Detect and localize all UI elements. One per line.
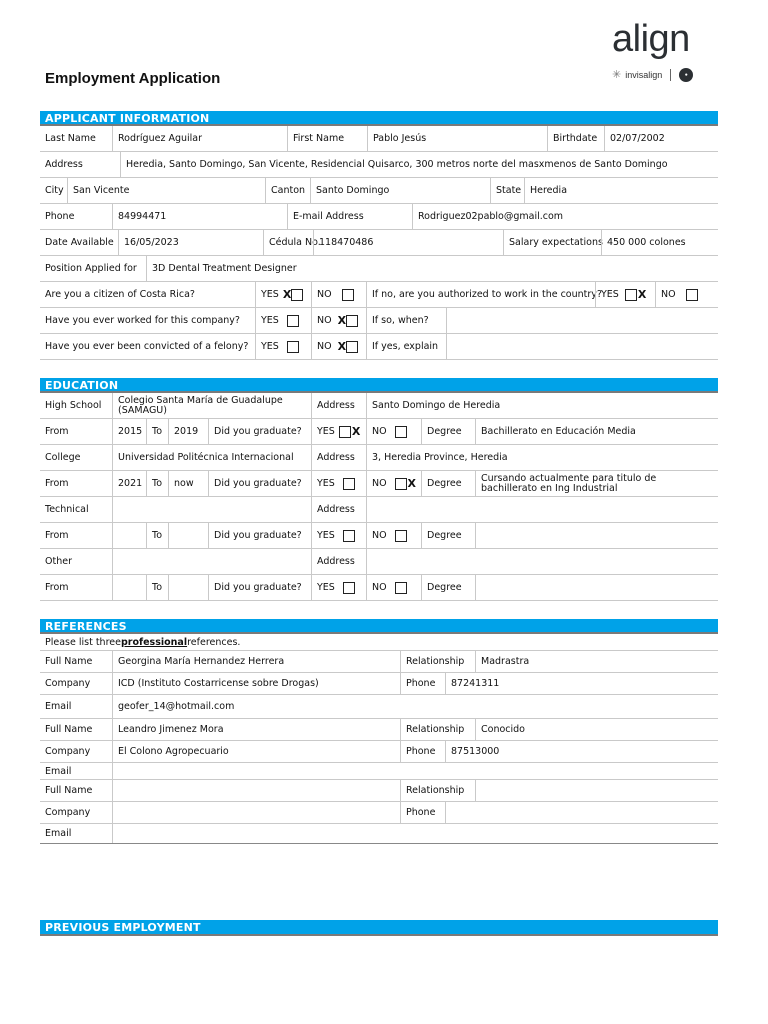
no-label: NO <box>372 530 387 541</box>
x-mark: X <box>337 314 347 327</box>
state-label: State <box>490 178 524 203</box>
no-label: NO <box>317 289 332 300</box>
citizen-no-checkbox[interactable] <box>342 289 354 301</box>
from-label: From <box>45 582 69 593</box>
worked-when-field[interactable] <box>446 308 718 333</box>
college-dates-row <box>40 471 718 497</box>
yes-label: YES <box>601 289 619 300</box>
ref2-relationship-field[interactable]: Conocido <box>475 719 718 740</box>
college-row <box>40 445 718 471</box>
city-field[interactable]: San Vicente <box>67 178 265 203</box>
felony-explain-label: If yes, explain <box>366 334 446 359</box>
canton-field[interactable]: Santo Domingo <box>310 178 490 203</box>
x-mark: X <box>407 477 416 490</box>
position-field[interactable]: 3D Dental Treatment Designer <box>146 256 718 281</box>
technical-label: Technical <box>45 504 89 515</box>
citizen-yes-checkbox[interactable] <box>291 289 303 301</box>
email-label: Email <box>45 828 72 839</box>
yes-label: YES <box>261 341 279 352</box>
logo-wordmark: align <box>612 18 690 60</box>
from-label: From <box>45 478 69 489</box>
technical-grad-no-checkbox[interactable] <box>395 530 407 542</box>
college-address-label: Address <box>311 445 366 470</box>
felony-explain-field[interactable] <box>446 334 718 359</box>
canton-label: Canton <box>265 178 310 203</box>
worked-row <box>40 308 718 334</box>
ref3-email-field[interactable] <box>112 824 718 843</box>
ref2-email-field[interactable] <box>112 763 718 779</box>
technical-grad-yes[interactable] <box>311 523 366 548</box>
full-name-label: Full Name <box>45 785 93 796</box>
address-row <box>40 152 718 178</box>
other-grad-yes-checkbox[interactable] <box>343 582 355 594</box>
from-label: From <box>45 530 69 541</box>
citizen-row <box>40 282 718 308</box>
other-grad-yes[interactable] <box>311 575 366 600</box>
ref2-name-row <box>40 719 718 741</box>
citizen-yes[interactable] <box>255 282 311 307</box>
citizen-question: Are you a citizen of Costa Rica? <box>45 289 195 300</box>
city-row <box>40 178 718 204</box>
other-label: Other <box>45 556 72 567</box>
college-grad-no-checkbox[interactable] <box>395 478 407 490</box>
ref1-email-row <box>40 695 718 719</box>
document-title: Employment Application <box>45 70 221 87</box>
logo-divider <box>670 69 671 81</box>
worked-no-checkbox[interactable] <box>346 315 358 327</box>
ref1-email-field[interactable]: geofer_14@hotmail.com <box>112 695 718 718</box>
felony-no[interactable] <box>311 334 366 359</box>
intro-text: Please list three <box>45 636 121 648</box>
ref3-phone-field[interactable] <box>445 802 718 823</box>
authorized-no-checkbox[interactable] <box>686 289 698 301</box>
references-intro-row <box>40 634 718 651</box>
technical-from-field[interactable] <box>112 523 146 548</box>
birthdate-field[interactable]: 02/07/2002 <box>604 126 718 151</box>
other-address-label: Address <box>311 549 366 574</box>
yes-label: YES <box>317 530 335 541</box>
felony-question: Have you ever been convicted of a felony? <box>45 341 249 352</box>
yes-label: YES <box>317 582 335 593</box>
worked-yes-checkbox[interactable] <box>287 315 299 327</box>
intro-text-end: references. <box>187 636 241 648</box>
college-degree-field[interactable]: Cursando actualmente para titulo de bachillerato en Ing Industrial <box>475 471 718 496</box>
other-field[interactable] <box>112 549 311 574</box>
date-available-label: Date Available <box>45 237 114 248</box>
ref2-company-field[interactable]: El Colono Agropecuario <box>112 741 400 762</box>
company-label: Company <box>45 746 91 757</box>
state-field[interactable]: Heredia <box>524 178 718 203</box>
logo-subline <box>612 68 712 82</box>
other-grad-no-checkbox[interactable] <box>395 582 407 594</box>
graduate-question: Did you graduate? <box>208 419 311 444</box>
technical-field[interactable] <box>112 497 311 522</box>
yes-label: YES <box>261 289 279 300</box>
section-applicant-information: APPLICANT INFORMATION <box>40 111 718 126</box>
last-name-label: Last Name <box>45 133 96 144</box>
graduate-question: Did you graduate? <box>208 471 311 496</box>
hs-grad-no-checkbox[interactable] <box>395 426 407 438</box>
degree-label: Degree <box>421 471 475 496</box>
worked-question: Have you ever worked for this company? <box>45 315 240 326</box>
authorized-question: If no, are you authorized to work in the country? <box>366 282 595 307</box>
high-school-label: High School <box>45 400 102 411</box>
date-available-field[interactable]: 16/05/2023 <box>118 230 263 255</box>
relationship-label: Relationship <box>400 651 475 672</box>
itero-badge-icon: ● <box>679 68 693 82</box>
worked-yes[interactable] <box>255 308 311 333</box>
ref1-company-row <box>40 673 718 695</box>
cedula-field[interactable]: 118470486 <box>313 230 503 255</box>
city-label: City <box>45 185 64 196</box>
other-row <box>40 549 718 575</box>
email-label: E-mail Address <box>287 204 412 229</box>
technical-to-field[interactable] <box>168 523 208 548</box>
section-education: EDUCATION <box>40 378 718 393</box>
hs-address-field[interactable]: Santo Domingo de Heredia <box>366 393 718 418</box>
salary-label: Salary expectations <box>503 230 601 255</box>
college-grad-yes[interactable] <box>311 471 366 496</box>
availability-row <box>40 230 718 256</box>
degree-label: Degree <box>421 419 475 444</box>
technical-row <box>40 497 718 523</box>
ref1-phone-field[interactable]: 87241311 <box>445 673 718 694</box>
ref1-name-field[interactable]: Georgina María Hernandez Herrera <box>112 651 400 672</box>
hs-dates-row <box>40 419 718 445</box>
full-name-label: Full Name <box>45 724 93 735</box>
no-label: NO <box>372 426 387 437</box>
company-label: Company <box>45 678 91 689</box>
degree-label: Degree <box>421 575 475 600</box>
hs-grad-yes-checkbox[interactable] <box>339 426 351 438</box>
worked-when-label: If so, when? <box>366 308 446 333</box>
technical-degree-field[interactable] <box>475 523 718 548</box>
technical-dates-row <box>40 523 718 549</box>
invisalign-wordmark: invisalign <box>625 70 663 80</box>
technical-grad-no[interactable] <box>366 523 421 548</box>
other-degree-field[interactable] <box>475 575 718 600</box>
other-dates-row <box>40 575 718 601</box>
page-gap <box>40 844 718 920</box>
first-name-label: First Name <box>287 126 367 151</box>
phone-label: Phone <box>45 211 75 222</box>
cedula-label: Cédula No. <box>263 230 313 255</box>
college-label: College <box>45 452 81 463</box>
position-label: Position Applied for <box>45 263 137 274</box>
degree-label: Degree <box>421 523 475 548</box>
ref3-name-row <box>40 780 718 802</box>
no-label: NO <box>661 289 676 300</box>
yes-label: YES <box>261 315 279 326</box>
worked-no[interactable] <box>311 308 366 333</box>
ref3-relationship-field[interactable] <box>475 780 718 801</box>
ref1-name-row <box>40 651 718 673</box>
x-mark: X <box>282 288 292 301</box>
felony-row <box>40 334 718 360</box>
college-to-field[interactable]: now <box>168 471 208 496</box>
phone-row <box>40 204 718 230</box>
other-to-field[interactable] <box>168 575 208 600</box>
ref3-email-row <box>40 824 718 844</box>
relationship-label: Relationship <box>400 719 475 740</box>
application-form <box>40 111 718 936</box>
hs-to-field[interactable]: 2019 <box>168 419 208 444</box>
hs-from-field[interactable]: 2015 <box>112 419 146 444</box>
to-label: To <box>146 523 168 548</box>
full-name-label: Full Name <box>45 656 93 667</box>
felony-yes[interactable] <box>255 334 311 359</box>
college-address-field[interactable]: 3, Heredia Province, Heredia <box>366 445 718 470</box>
yes-label: YES <box>317 426 335 437</box>
phone-label: Phone <box>400 741 445 762</box>
felony-no-checkbox[interactable] <box>346 341 358 353</box>
graduate-question: Did you graduate? <box>208 523 311 548</box>
authorized-yes[interactable] <box>595 282 655 307</box>
no-label: NO <box>372 478 387 489</box>
intro-emphasis: professional <box>120 636 188 648</box>
other-address-field[interactable] <box>366 549 718 574</box>
email-label: Email <box>45 701 72 712</box>
salary-field[interactable]: 450 000 colones <box>601 230 718 255</box>
to-label: To <box>146 575 168 600</box>
college-field[interactable]: Universidad Politécnica Internacional <box>112 445 311 470</box>
spacer <box>40 360 718 378</box>
college-grad-yes-checkbox[interactable] <box>343 478 355 490</box>
authorized-yes-checkbox[interactable] <box>625 289 637 301</box>
no-label: NO <box>372 582 387 593</box>
graduate-question: Did you graduate? <box>208 575 311 600</box>
sparkle-icon: ✳ <box>612 69 622 81</box>
hs-address-label: Address <box>311 393 366 418</box>
x-mark: X <box>337 340 347 353</box>
align-logo <box>612 20 712 82</box>
felony-yes-checkbox[interactable] <box>287 341 299 353</box>
spacer <box>40 601 718 619</box>
hs-grad-yes[interactable] <box>311 419 366 444</box>
x-mark: X <box>351 425 361 438</box>
ref2-company-row <box>40 741 718 763</box>
high-school-row <box>40 393 718 419</box>
no-label: NO <box>317 341 332 352</box>
other-grad-no[interactable] <box>366 575 421 600</box>
ref1-company-field[interactable]: ICD (Instituto Costarricense sobre Drogas) <box>112 673 400 694</box>
other-from-field[interactable] <box>112 575 146 600</box>
references-intro <box>40 634 718 650</box>
name-row <box>40 126 718 152</box>
authorized-no[interactable] <box>655 282 718 307</box>
ref2-phone-field[interactable]: 87513000 <box>445 741 718 762</box>
ref3-company-field[interactable] <box>112 802 400 823</box>
phone-label: Phone <box>400 802 445 823</box>
section-references: REFERENCES <box>40 619 718 634</box>
ref1-relationship-field[interactable]: Madrastra <box>475 651 718 672</box>
ref3-name-field[interactable] <box>112 780 400 801</box>
position-row <box>40 256 718 282</box>
high-school-field[interactable]: Colegio Santa María de Guadalupe (SAMAGU) <box>112 393 311 418</box>
technical-address-label: Address <box>311 497 366 522</box>
technical-address-field[interactable] <box>366 497 718 522</box>
technical-grad-yes-checkbox[interactable] <box>343 530 355 542</box>
to-label: To <box>146 419 168 444</box>
no-label: NO <box>317 315 332 326</box>
last-name-field[interactable]: Rodríguez Aguilar <box>112 126 287 151</box>
hs-grad-no[interactable] <box>366 419 421 444</box>
to-label: To <box>146 471 168 496</box>
first-name-field[interactable]: Pablo Jesús <box>367 126 547 151</box>
from-label: From <box>45 426 69 437</box>
birthdate-label: Birthdate <box>547 126 604 151</box>
section-previous-employment: PREVIOUS EMPLOYMENT <box>40 920 718 936</box>
address-label: Address <box>45 159 83 170</box>
college-grad-no[interactable] <box>366 471 421 496</box>
phone-field[interactable]: 84994471 <box>112 204 287 229</box>
citizen-no[interactable] <box>311 282 366 307</box>
relationship-label: Relationship <box>400 780 475 801</box>
email-label: Email <box>45 765 72 777</box>
email-field[interactable]: Rodriguez02pablo@gmail.com <box>412 204 718 229</box>
x-mark: X <box>637 288 647 301</box>
phone-label: Phone <box>400 673 445 694</box>
ref2-name-field[interactable]: Leandro Jimenez Mora <box>112 719 400 740</box>
ref2-email-row <box>40 763 718 780</box>
college-from-field[interactable]: 2021 <box>112 471 146 496</box>
yes-label: YES <box>317 478 335 489</box>
hs-degree-field[interactable]: Bachillerato en Educación Media <box>475 419 718 444</box>
address-field[interactable]: Heredia, Santo Domingo, San Vicente, Residencial Quisarco, 300 metros norte del masxmenos de Santo Domingo <box>120 152 718 177</box>
ref3-company-row <box>40 802 718 824</box>
company-label: Company <box>45 807 91 818</box>
